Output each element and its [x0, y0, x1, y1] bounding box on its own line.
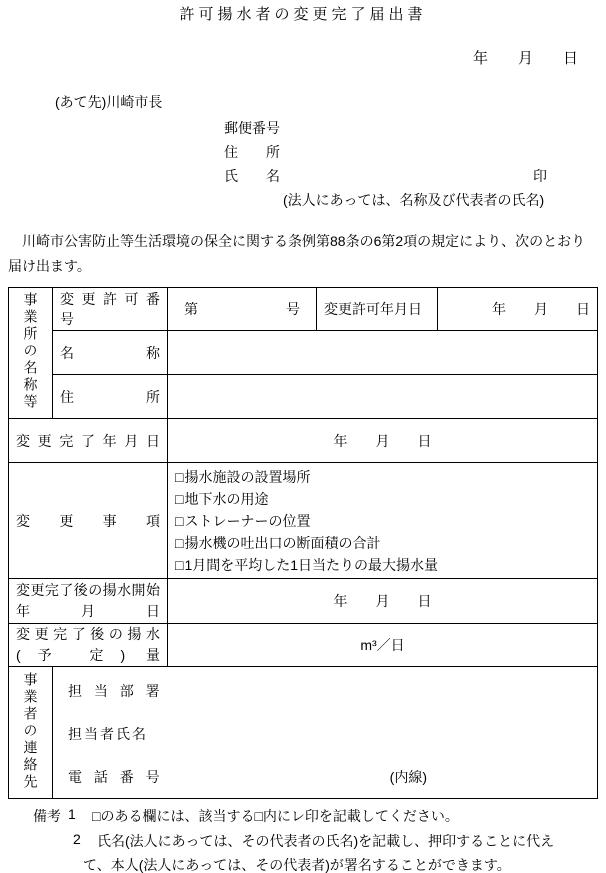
change-item-label: 1月間を平均した1日当たりの最大揚水量 [184, 556, 439, 573]
permit-number-label: 変 更 許 可 番 号 [53, 288, 168, 331]
change-item [175, 466, 590, 488]
contact-phone-label: 電 話 番 号 [68, 768, 164, 785]
pump-volume-label-line1: 変 更 完 了 後 の 揚 水 [16, 626, 160, 642]
change-item [175, 554, 590, 576]
preamble-text: 川崎市公害防止等生活環境の保全に関する条例第88条の6第2項の規定により、次のとおり届け出ます。 [8, 233, 586, 274]
office-address-label: 住 所 [53, 375, 168, 419]
change-item [175, 510, 590, 532]
checkbox-icon: □ [175, 468, 184, 485]
phone-extension-label: (内線) [389, 768, 427, 785]
change-items-label: 変 更 事 項 [9, 463, 168, 579]
office-address-field [168, 375, 598, 419]
pump-start-field: 年 月 日 [168, 579, 598, 624]
change-item-label: 揚水機の吐出口の断面積の合計 [184, 534, 381, 551]
addressee: (あて先)川崎市長 [55, 94, 163, 110]
seal-mark: 印 [533, 168, 547, 184]
contact-person-label: 担当者氏名 [68, 725, 148, 742]
note1-number: 1 [68, 806, 76, 822]
office-name-field [168, 331, 598, 375]
completion-date-label: 変 更 完 了 年 月 日 [9, 419, 168, 463]
postal-code-label: 郵便番号 [224, 120, 280, 136]
submission-date-placeholder: 年 月 日 [472, 50, 578, 67]
change-item-label: 地下水の用途 [184, 490, 269, 507]
change-item-label: 揚水施設の設置場所 [184, 468, 311, 485]
pump-volume-unit: m³／日 [168, 624, 598, 667]
notes-label: 備考 [33, 808, 61, 824]
checkbox-icon: □ [175, 556, 184, 573]
change-item-label: ストレーナーの位置 [184, 512, 311, 529]
note2-number: 2 [73, 831, 81, 847]
completion-date-field: 年 月 日 [168, 419, 598, 463]
office-section-label [9, 288, 53, 419]
pump-start-label-line1: 変更完了後の揚水開始 [16, 582, 160, 598]
pump-volume-label [9, 624, 168, 667]
main-table [8, 287, 598, 799]
pump-start-label-line2: 年 月 日 [16, 603, 160, 619]
permit-number-field [168, 288, 317, 331]
pump-start-label [9, 579, 168, 624]
pump-volume-label-line2: (予 定) 量 [16, 647, 160, 663]
change-item [175, 532, 590, 554]
office-section-label-text: 事業所の名称等 [22, 292, 39, 411]
office-name-label: 名 称 [53, 331, 168, 375]
checkbox-icon: □ [175, 512, 184, 529]
contact-section-label-text: 事業者の連絡先 [22, 671, 39, 791]
note2-text-line2: て、本人(法人にあっては、その代表者)が署名することができます。 [83, 857, 511, 873]
checkbox-icon: □ [175, 490, 184, 507]
permit-number-prefix: 第 [184, 301, 198, 317]
contact-department-label: 担 当 部 署 [68, 682, 164, 699]
name-label: 氏 名 [224, 168, 280, 184]
address-label: 住 所 [224, 144, 280, 160]
note2-text-line1: 氏名(法人にあっては、その代表者の氏名)を記載し、押印することに代え [97, 833, 555, 849]
corporation-note: (法人にあっては、名称及び代表者の氏名) [283, 192, 545, 208]
contact-phone-row [68, 767, 590, 787]
contact-fields [53, 667, 598, 799]
permit-date-field: 年 月 日 [438, 288, 598, 331]
change-item [175, 488, 590, 510]
form-title: 許可揚水者の変更完了届出書 [179, 6, 427, 23]
permit-date-label: 変更許可年月日 [317, 288, 438, 331]
change-items-list [168, 463, 598, 579]
permit-number-suffix: 号 [286, 301, 300, 317]
note1-text: □のある欄には、該当する□内にレ印を記載してください。 [92, 808, 459, 824]
contact-section-label [9, 667, 53, 799]
checkbox-icon: □ [175, 534, 184, 551]
